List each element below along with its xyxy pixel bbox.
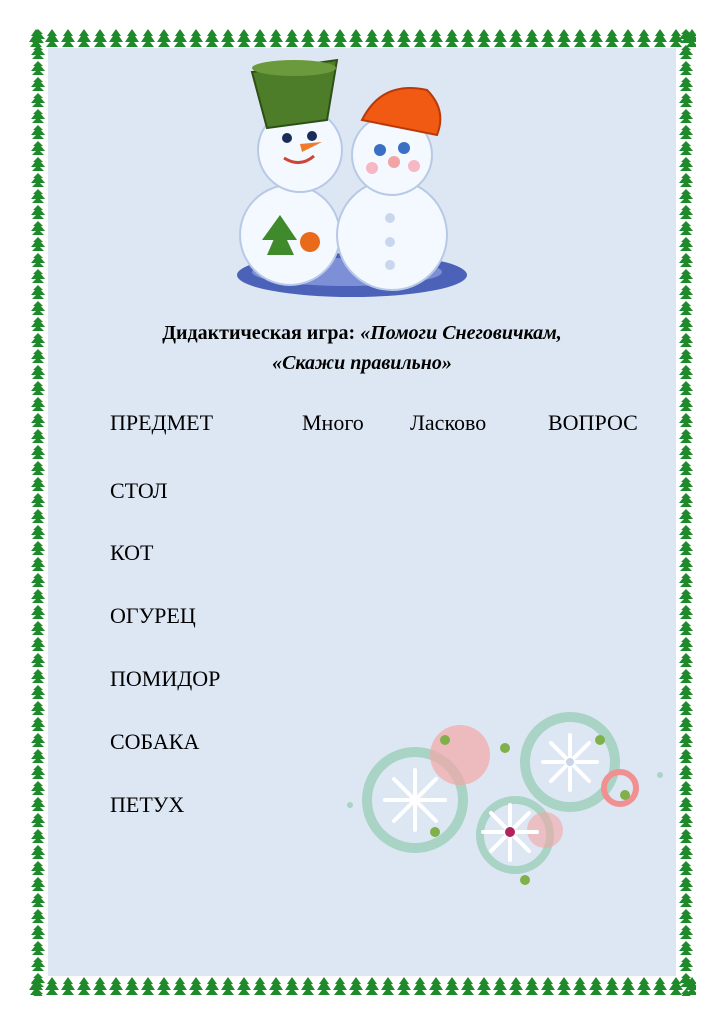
word-item: СОБАКА xyxy=(110,729,200,754)
word-item: КОТ xyxy=(110,540,154,565)
tree-border-bottom xyxy=(28,976,696,996)
word-item: ОГУРЕЦ xyxy=(110,603,196,628)
title-name-line2: «Скажи правильно» xyxy=(272,352,452,374)
tree-border-top xyxy=(28,28,696,48)
header-affectionate: Ласково xyxy=(410,410,487,435)
header-subject: ПРЕДМЕТ xyxy=(110,410,214,435)
snowflake-ornament xyxy=(320,700,690,890)
tree-border-left xyxy=(28,28,48,996)
header-many: Много xyxy=(302,410,364,435)
title-name-line1: «Помоги Снеговичкам, xyxy=(360,322,562,344)
title-prefix: Дидактическая игра: xyxy=(162,322,356,344)
word-item: ПЕТУХ xyxy=(110,792,185,817)
snowmen-illustration xyxy=(222,50,480,300)
header-question: ВОПРОС xyxy=(548,410,638,435)
word-item: ПОМИДОР xyxy=(110,666,221,691)
word-item: СТОЛ xyxy=(110,478,168,503)
page-title xyxy=(48,318,676,378)
